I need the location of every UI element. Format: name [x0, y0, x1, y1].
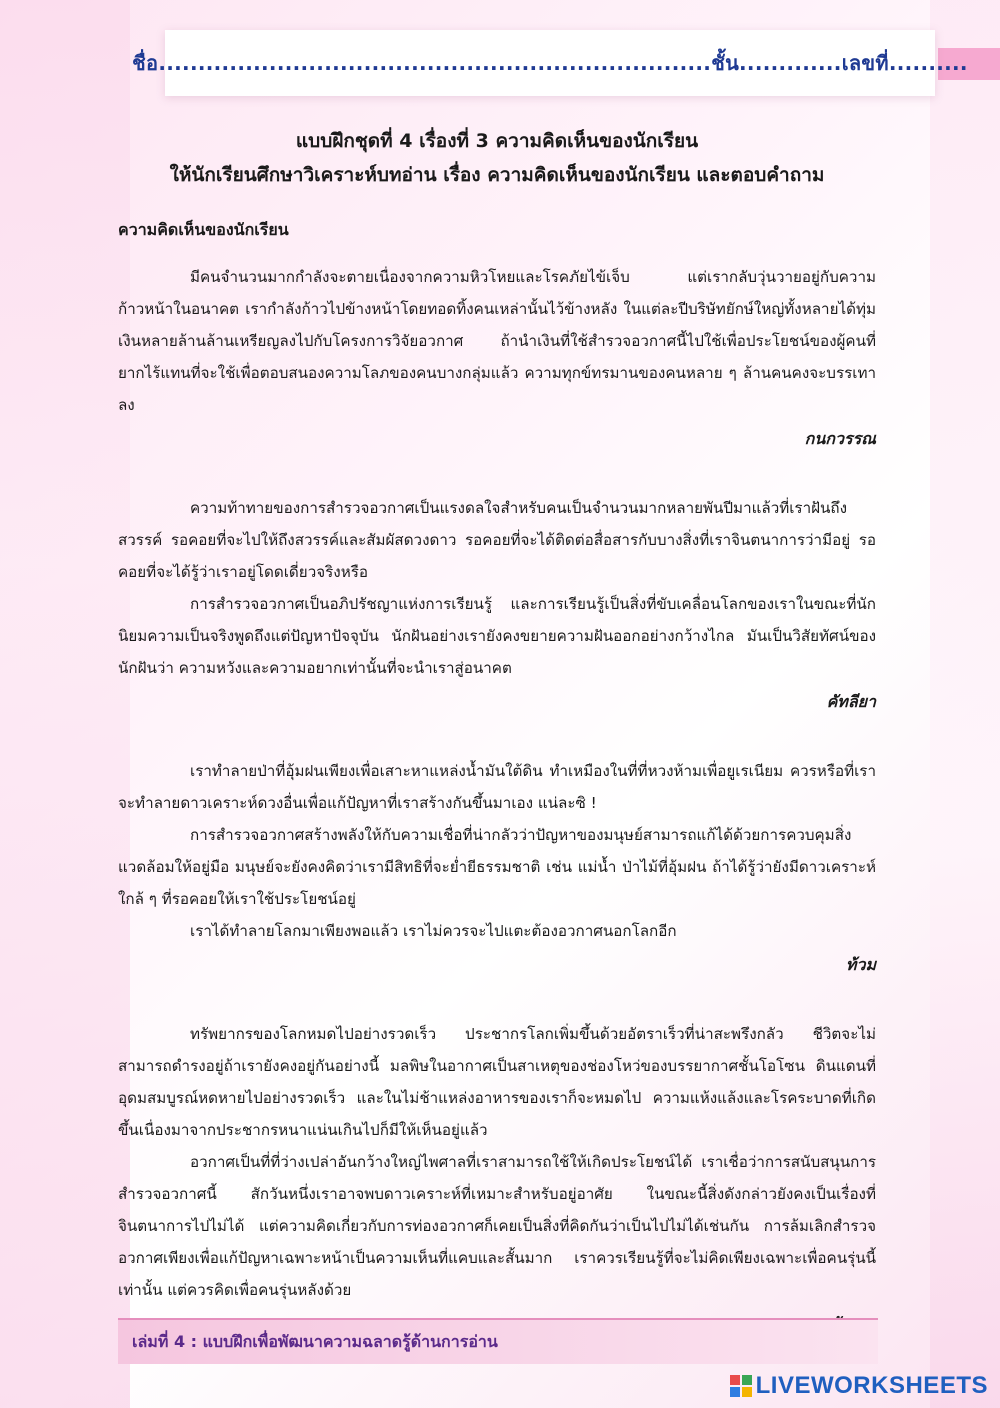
title-line-2: ให้นักเรียนศึกษาวิเคราะห์บทอ่าน เรื่อง ความคิดเห็นของนักเรียน และตอบคำถาม [169, 164, 825, 186]
decorative-background-right [930, 0, 1000, 1408]
opinion-paragraph: ทรัพยากรของโลกหมดไปอย่างรวดเร็ว ประชากรโลกเพิ่มขึ้นด้วยอัตราเร็วที่น่าสะพรึงกลัว ชีวิตจะไม่สามารถดำรงอยู่ถ้าเรายังคงอยู่กันอย่างนี้ มลพิษในอากาศเป็นสาเหตุของช่องโหว่ของบรรยากาศชั้นโอโซน ดินแดนที่อุดมสมบูรณ์หดหายไปอย่างรวดเร็ว และในไม่ช้าแหล่งอาหารของเราก็จะหมดไป ความแห้งแล้งและโรคระบาดที่เกิดขึ้นเนื่องมาจากประชากรหนาแน่นเกินไปก็มีให้เห็นอยู่แล้ว [118, 1025, 876, 1139]
student-info-box [132, 30, 968, 96]
opinion-paragraph: มีคนจำนวนมากกำลังจะตายเนื่องจากความหิวโหยและโรคภัยไข้เจ็บ แต่เรากลับวุ่นวายอยู่กับความก้าวหน้าในอนาคต เรากำลังก้าวไปข้างหน้าโดยทอดทิ้งคนเหล่านั้นไว้ข้างหลัง ในแต่ละปีบริษัทยักษ์ใหญ่ทั้งหลายได้ทุ่มเงินหลายล้านล้านเหรียญลงไปกับโครงการวิจัยอวกาศ ถ้านำเงินที่ใช้สำรวจอวกาศนี้ไปใช้เพื่อประโยชน์ของผู้คนที่ยากไร้แทนที่จะใช้เพื่อตอบสนองความโลภของคนบางกลุ่มแล้ว ความทุกข์ทรมานของคนหลาย ๆ ล้านคนคงจะบรรเทาลง [118, 268, 876, 414]
footer-bar [118, 1318, 878, 1364]
opinion-paragraph: ความท้าทายของการสำรวจอวกาศเป็นแรงดลใจสำหรับคนเป็นจำนวนมากหลายพันปีมาแล้วที่เราฝันถึงสวรรค์ รอคอยที่จะไปให้ถึงสวรรค์และสัมผัสดวงดาว รอคอยที่จะได้ติดต่อสื่อสารกับบางสิ่งที่เราจินตนาการว่ามีอยู่ รอคอยที่จะได้รู้ว่าเราอยู่โดดเดี่ยวจริงหรือ [118, 499, 876, 581]
student-info-line[interactable]: ชื่อ......................................................................ชั้น.............เลขที่.......... [132, 51, 968, 75]
decorative-background-left [0, 0, 130, 1408]
liveworksheets-label: LIVEWORKSHEETS [755, 1372, 988, 1399]
opinion-paragraph: การสำรวจอวกาศสร้างพลังให้กับความเชื่อที่น่ากลัวว่าปัญหาของมนุษย์สามารถแก้ได้ด้วยการควบคุมสิ่งแวดล้อมให้อยู่มือ มนุษย์จะยังคงคิดว่าเรามีสิทธิที่จะย่ำยีธรรมชาติ เช่น แม่น้ำ ป่าไม้ที่อุ้มฝน ถ้าได้รู้ว่ายังมีดาวเคราะห์ใกล้ ๆ ที่รอคอยให้เราใช้ประโยชน์อยู่ [118, 826, 876, 908]
worksheet-content [118, 110, 876, 1377]
opinion-paragraph: เราทำลายป่าที่อุ้มฝนเพียงเพื่อเสาะหาแหล่งน้ำมันใต้ดิน ทำเหมืองในที่ที่หวงห้ามเพื่อยูเรเนียม ควรหรือที่เราจะทำลายดาวเคราะห์ดวงอื่นเพื่อแก้ปัญหาที่เราสร้างกันขึ้นมาเอง แน่ละซิ ! [118, 762, 876, 812]
title-line-1: แบบฝึกชุดที่ 4 เรื่องที่ 3 ความคิดเห็นของนักเรียน [295, 130, 699, 152]
worksheet-title [118, 124, 876, 192]
opinion-paragraph: อวกาศเป็นที่ที่ว่างเปล่าอันกว้างใหญ่ไพศาลที่เราสามารถใช้ให้เกิดประโยชน์ได้ เราเชื่อว่าการสนับสนุนการสำรวจอวกาศนี้ สักวันหนึ่งเราอาจพบดาวเคราะห์ที่เหมาะสำหรับอยู่อาศัย ในขณะนี้สิ่งดังกล่าวยังคงเป็นเรื่องที่จินตนาการไปไม่ได้ แต่ความคิดเกี่ยวกับการท่องอวกาศก็เคยเป็นสิ่งที่คิดกันว่าเป็นไปไม่ได้เช่นกัน การล้มเลิกสำรวจอวกาศเพียงเพื่อแก้ปัญหาเฉพาะหน้าเป็นความเห็นที่แคบและสั้นมาก เราควรเรียนรู้ที่จะไม่คิดเพียงเฉพาะเพื่อคนรุ่นนี้เท่านั้น แต่ควรคิดเพื่อคนรุ่นหลังด้วย [118, 1153, 876, 1299]
section-heading: ความคิดเห็นของนักเรียน [118, 220, 289, 239]
opinion-author: กนกวรรณ [804, 429, 876, 448]
liveworksheets-logo-icon [730, 1375, 752, 1397]
opinion-1 [118, 261, 876, 452]
opinion-author: ท้วม [845, 955, 876, 974]
opinion-paragraph: การสำรวจอวกาศเป็นอภิปรัชญาแห่งการเรียนรู้ และการเรียนรู้เป็นสิ่งที่ขับเคลื่อนโลกของเราในขณะที่นักนิยมความเป็นจริงพูดถึงแต่ปัญหาปัจจุบัน นักฝันอย่างเรายังคงขยายความฝันออกอย่างกว้างไกล มันเป็นวิสัยทัศน์ของนักฝันว่า ความหวังและความอยากเท่านั้นที่จะนำเราสู่อนาคต [118, 595, 876, 677]
footer-text: เล่มที่ 4 : แบบฝึกเพื่อพัฒนาความฉลาดรู้ด้านการอ่าน [132, 1331, 498, 1351]
opinion-paragraph: เราได้ทำลายโลกมาเพียงพอแล้ว เราไม่ควรจะไปแตะต้องอวกาศนอกโลกอีก [190, 922, 677, 940]
opinion-2 [118, 492, 876, 715]
opinion-4 [118, 1018, 876, 1337]
opinion-author: คัทลียา [826, 692, 876, 711]
opinion-3 [118, 755, 876, 978]
liveworksheets-watermark[interactable] [730, 1372, 988, 1400]
